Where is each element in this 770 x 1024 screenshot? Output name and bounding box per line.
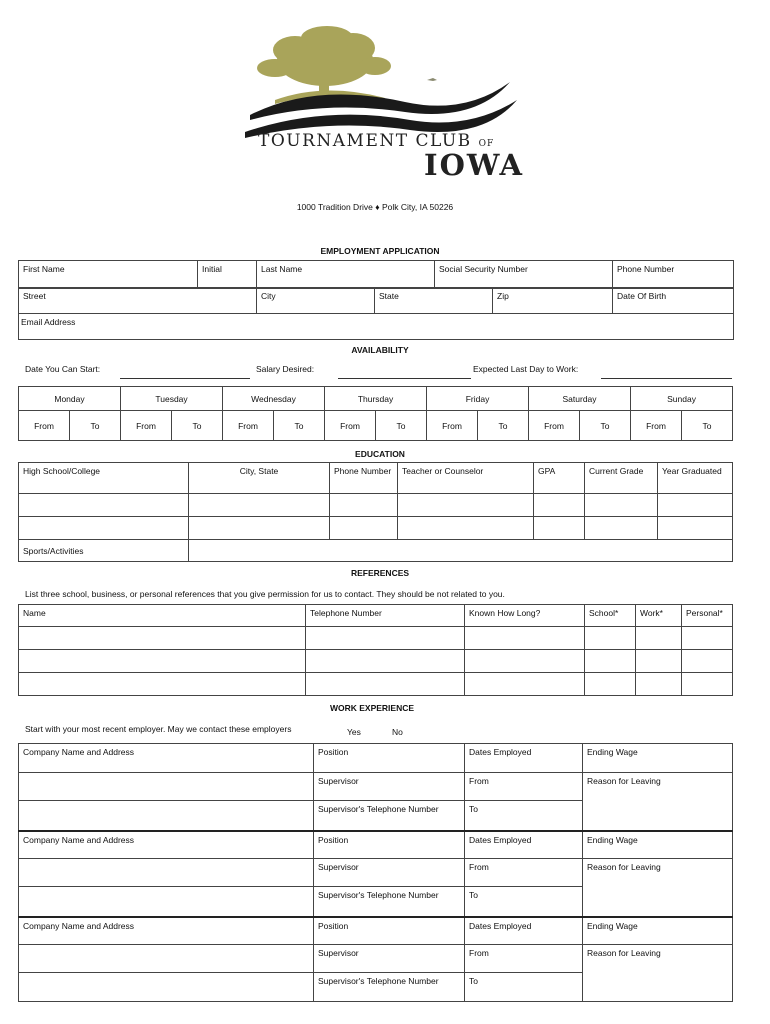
company-label[interactable]: Company Name and Address xyxy=(19,917,314,945)
salary-label: Salary Desired: xyxy=(256,364,315,374)
position-label[interactable]: Position xyxy=(314,917,465,945)
friday-from[interactable]: From xyxy=(427,411,478,441)
ref-cell[interactable] xyxy=(585,627,636,650)
dates-label[interactable]: Dates Employed xyxy=(465,831,583,859)
company-label[interactable]: Company Name and Address xyxy=(19,744,314,773)
logo-line2: IOWA xyxy=(424,148,525,182)
contact-yes[interactable]: Yes xyxy=(347,727,361,737)
day-friday: Friday xyxy=(427,387,529,411)
thursday-from[interactable]: From xyxy=(325,411,376,441)
to-label[interactable]: To xyxy=(465,801,583,831)
from-label[interactable]: From xyxy=(465,945,583,973)
first-name-field[interactable]: First Name xyxy=(19,261,198,289)
street-field[interactable]: Street xyxy=(19,288,257,314)
tree-icon xyxy=(257,26,391,104)
sports-field[interactable] xyxy=(189,540,733,562)
ref-cell[interactable] xyxy=(306,627,465,650)
wage-label[interactable]: Ending Wage xyxy=(583,744,733,773)
edu-cell[interactable] xyxy=(398,494,534,517)
ref-cell[interactable] xyxy=(306,650,465,673)
sup-phone-label[interactable]: Supervisor's Telephone Number xyxy=(314,887,465,917)
tuesday-from[interactable]: From xyxy=(121,411,172,441)
last-name-field[interactable]: Last Name xyxy=(257,261,435,289)
sup-phone-label[interactable]: Supervisor's Telephone Number xyxy=(314,973,465,1002)
availability-table xyxy=(18,386,733,441)
availability-heading: AVAILABILITY xyxy=(351,345,409,355)
from-label[interactable]: From xyxy=(465,859,583,887)
ssn-field[interactable]: Social Security Number xyxy=(435,261,613,289)
wage-label[interactable]: Ending Wage xyxy=(583,917,733,945)
ref-work-header: Work* xyxy=(636,605,682,627)
school-header: High School/College xyxy=(19,463,189,494)
reason-label[interactable]: Reason for Leaving xyxy=(583,945,733,1002)
contact-no[interactable]: No xyxy=(392,727,403,737)
sunday-to[interactable]: To xyxy=(682,411,733,441)
sup-phone-label[interactable]: Supervisor's Telephone Number xyxy=(314,801,465,831)
edu-cell[interactable] xyxy=(585,517,658,540)
to-label[interactable]: To xyxy=(465,973,583,1002)
ref-cell[interactable] xyxy=(19,650,306,673)
zip-field[interactable]: Zip xyxy=(493,288,613,314)
edu-cell[interactable] xyxy=(19,517,189,540)
city-state-header: City, State xyxy=(189,463,330,494)
ref-phone-header: Telephone Number xyxy=(306,605,465,627)
initial-field[interactable]: Initial xyxy=(198,261,257,289)
dates-label[interactable]: Dates Employed xyxy=(465,917,583,945)
ref-cell[interactable] xyxy=(636,673,682,696)
day-monday: Monday xyxy=(19,387,121,411)
ref-cell[interactable] xyxy=(585,673,636,696)
day-saturday: Saturday xyxy=(529,387,631,411)
monday-to[interactable]: To xyxy=(70,411,121,441)
company-cell[interactable] xyxy=(19,801,314,831)
sports-label: Sports/Activities xyxy=(19,540,189,562)
ref-cell[interactable] xyxy=(682,627,733,650)
company-cell[interactable] xyxy=(19,973,314,1002)
teacher-header: Teacher or Counselor xyxy=(398,463,534,494)
grade-header: Current Grade xyxy=(585,463,658,494)
form-title: EMPLOYMENT APPLICATION xyxy=(320,246,440,256)
ref-cell[interactable] xyxy=(19,673,306,696)
edu-cell[interactable] xyxy=(585,494,658,517)
ref-known-header: Known How Long? xyxy=(465,605,585,627)
ref-cell[interactable] xyxy=(636,627,682,650)
edu-cell[interactable] xyxy=(19,494,189,517)
saturday-from[interactable]: From xyxy=(529,411,580,441)
day-sunday: Sunday xyxy=(631,387,733,411)
ref-school-header: School* xyxy=(585,605,636,627)
logo-line1-text: TOURNAMENT CLUB xyxy=(258,131,472,151)
ref-cell[interactable] xyxy=(465,673,585,696)
company-label[interactable]: Company Name and Address xyxy=(19,831,314,859)
references-heading: REFERENCES xyxy=(350,568,410,578)
salary-line[interactable] xyxy=(338,378,471,379)
reason-label[interactable]: Reason for Leaving xyxy=(583,773,733,831)
ref-cell[interactable] xyxy=(19,627,306,650)
wednesday-to[interactable]: To xyxy=(274,411,325,441)
day-tuesday: Tuesday xyxy=(121,387,223,411)
address-table xyxy=(18,287,734,340)
ref-cell[interactable] xyxy=(465,650,585,673)
wage-label[interactable]: Ending Wage xyxy=(583,831,733,859)
ref-cell[interactable] xyxy=(306,673,465,696)
reason-label[interactable]: Reason for Leaving xyxy=(583,859,733,917)
position-label[interactable]: Position xyxy=(314,744,465,773)
work-heading: WORK EXPERIENCE xyxy=(329,703,415,713)
dob-field[interactable]: Date Of Birth xyxy=(613,288,734,314)
position-label[interactable]: Position xyxy=(314,831,465,859)
edu-cell[interactable] xyxy=(189,517,330,540)
supervisor-label[interactable]: Supervisor xyxy=(314,945,465,973)
supervisor-label[interactable]: Supervisor xyxy=(314,859,465,887)
to-label[interactable]: To xyxy=(465,887,583,917)
state-field[interactable]: State xyxy=(375,288,493,314)
edu-cell[interactable] xyxy=(658,494,733,517)
phone-header: Phone Number xyxy=(330,463,398,494)
edu-cell[interactable] xyxy=(189,494,330,517)
day-thursday: Thursday xyxy=(325,387,427,411)
last-day-label: Expected Last Day to Work: xyxy=(473,364,579,374)
edu-cell[interactable] xyxy=(658,517,733,540)
start-date-label: Date You Can Start: xyxy=(25,364,101,374)
ref-cell[interactable] xyxy=(636,650,682,673)
company-cell[interactable] xyxy=(19,887,314,917)
address: 1000 Tradition Drive ♦ Polk City, IA 50226 xyxy=(296,202,454,212)
ref-cell[interactable] xyxy=(682,673,733,696)
edu-cell[interactable] xyxy=(534,494,585,517)
work-intro: Start with your most recent employer. May we contact these employers xyxy=(25,724,292,734)
company-cell[interactable] xyxy=(19,859,314,887)
year-header: Year Graduated xyxy=(658,463,733,494)
edu-cell[interactable] xyxy=(330,517,398,540)
supervisor-label[interactable]: Supervisor xyxy=(314,773,465,801)
thursday-to[interactable]: To xyxy=(376,411,427,441)
work-table xyxy=(18,743,733,1002)
saturday-to[interactable]: To xyxy=(580,411,631,441)
ref-name-header: Name xyxy=(19,605,306,627)
start-date-line[interactable] xyxy=(120,378,250,379)
city-field[interactable]: City xyxy=(257,288,375,314)
company-cell[interactable] xyxy=(19,945,314,973)
education-table xyxy=(18,462,733,562)
education-heading: EDUCATION xyxy=(355,449,405,459)
dates-label[interactable]: Dates Employed xyxy=(465,744,583,773)
from-label[interactable]: From xyxy=(465,773,583,801)
monday-from[interactable]: From xyxy=(19,411,70,441)
edu-cell[interactable] xyxy=(398,517,534,540)
personal-info-table xyxy=(18,260,734,289)
company-cell[interactable] xyxy=(19,773,314,801)
day-wednesday: Wednesday xyxy=(223,387,325,411)
references-intro: List three school, business, or personal references that you give permission for us to contact. They should be not related to you. xyxy=(25,589,505,599)
ref-cell[interactable] xyxy=(682,650,733,673)
wednesday-from[interactable]: From xyxy=(223,411,274,441)
ref-cell[interactable] xyxy=(465,627,585,650)
email-field[interactable]: Email Address xyxy=(19,314,734,340)
ref-cell[interactable] xyxy=(585,650,636,673)
edu-cell[interactable] xyxy=(330,494,398,517)
ref-personal-header: Personal* xyxy=(682,605,733,627)
logo-of-text: OF xyxy=(478,139,495,149)
friday-to[interactable]: To xyxy=(478,411,529,441)
gpa-header: GPA xyxy=(534,463,585,494)
phone-field[interactable]: Phone Number xyxy=(613,261,734,289)
references-table xyxy=(18,604,733,696)
last-day-line[interactable] xyxy=(601,378,732,379)
edu-cell[interactable] xyxy=(534,517,585,540)
tuesday-to[interactable]: To xyxy=(172,411,223,441)
sunday-from[interactable]: From xyxy=(631,411,682,441)
